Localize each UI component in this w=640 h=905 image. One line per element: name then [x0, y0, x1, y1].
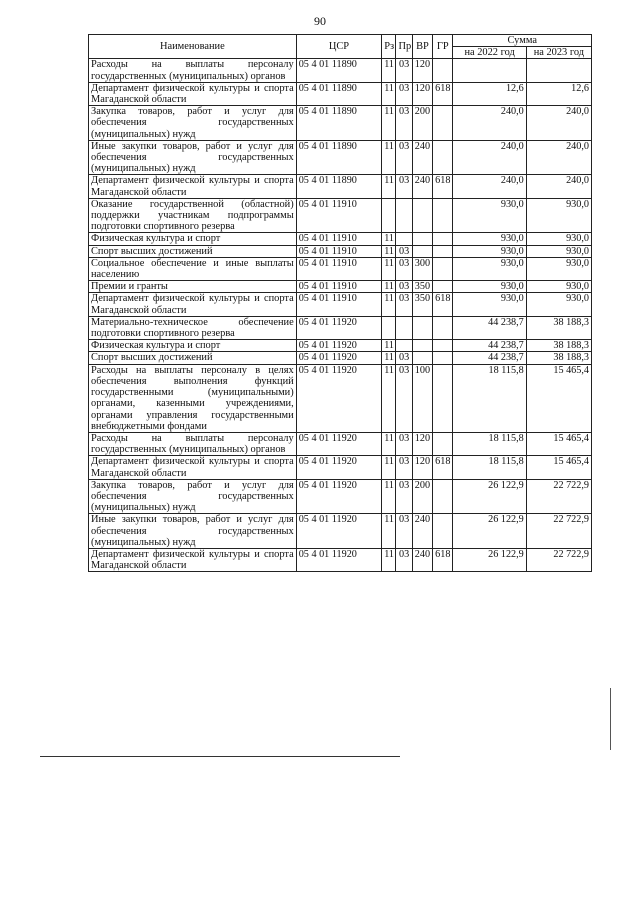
cell-pr: 03: [396, 140, 412, 175]
cell-csr: 05 4 01 11890: [296, 175, 382, 198]
cell-sum-2022: 240,0: [453, 140, 526, 175]
header-vr: ВР: [412, 35, 432, 59]
cell-name: Премии и гранты: [89, 281, 297, 293]
cell-name: Расходы на выплаты персоналу государственных (муниципальных) органов: [89, 432, 297, 455]
table-header-row: [89, 35, 592, 47]
cell-sum-2022: 930,0: [453, 198, 526, 233]
cell-pr: 03: [396, 364, 412, 432]
cell-sum-2023: 22 722,9: [526, 548, 591, 571]
table-row: [89, 364, 592, 432]
cell-vr: 300: [412, 257, 432, 280]
header-year-2022: на 2022 год: [453, 47, 526, 59]
cell-rz: 11: [382, 82, 396, 105]
table-row: [89, 316, 592, 339]
cell-sum-2022: 12,6: [453, 82, 526, 105]
cell-vr: 120: [412, 59, 432, 82]
cell-gr: 618: [433, 456, 453, 479]
header-rz: Рз: [382, 35, 396, 59]
cell-csr: 05 4 01 11890: [296, 59, 382, 82]
cell-csr: 05 4 01 11920: [296, 352, 382, 364]
cell-name: Спорт высших достижений: [89, 245, 297, 257]
table-row: [89, 140, 592, 175]
cell-rz: 11: [382, 245, 396, 257]
table-row: [89, 175, 592, 198]
cell-vr: 350: [412, 293, 432, 316]
cell-gr: [433, 364, 453, 432]
cell-sum-2022: 26 122,9: [453, 514, 526, 549]
cell-gr: [433, 140, 453, 175]
cell-rz: 11: [382, 233, 396, 245]
cell-sum-2023: 930,0: [526, 198, 591, 233]
cell-pr: 03: [396, 106, 412, 141]
page-number: 90: [314, 14, 326, 28]
cell-gr: [433, 106, 453, 141]
cell-vr: 100: [412, 364, 432, 432]
scan-edge-mark: [610, 688, 611, 750]
cell-sum-2023: 38 188,3: [526, 316, 591, 339]
cell-sum-2022: 18 115,8: [453, 432, 526, 455]
cell-pr: [396, 198, 412, 233]
cell-rz: 11: [382, 479, 396, 514]
table-row: [89, 198, 592, 233]
cell-pr: 03: [396, 479, 412, 514]
cell-gr: [433, 198, 453, 233]
cell-pr: 03: [396, 82, 412, 105]
cell-sum-2023: 930,0: [526, 293, 591, 316]
table-row: [89, 257, 592, 280]
cell-gr: [433, 432, 453, 455]
cell-pr: 03: [396, 257, 412, 280]
header-sum: Сумма: [453, 35, 592, 47]
cell-gr: 618: [433, 82, 453, 105]
cell-name: Социальное обеспечение и иные выплаты населению: [89, 257, 297, 280]
cell-csr: 05 4 01 11920: [296, 479, 382, 514]
table-row: [89, 82, 592, 105]
cell-vr: 240: [412, 175, 432, 198]
cell-vr: [412, 198, 432, 233]
table-row: [89, 548, 592, 571]
cell-sum-2023: 930,0: [526, 233, 591, 245]
cell-gr: [433, 340, 453, 352]
cell-name: Иные закупки товаров, работ и услуг для обеспечения государственных (муниципальных) нужд: [89, 514, 297, 549]
cell-name: Закупка товаров, работ и услуг для обеспечения государственных (муниципальных) нужд: [89, 479, 297, 514]
cell-csr: 05 4 01 11910: [296, 293, 382, 316]
cell-csr: 05 4 01 11910: [296, 281, 382, 293]
cell-sum-2022: 44 238,7: [453, 352, 526, 364]
cell-vr: 120: [412, 456, 432, 479]
cell-vr: 120: [412, 82, 432, 105]
cell-csr: 05 4 01 11920: [296, 514, 382, 549]
cell-sum-2023: 930,0: [526, 281, 591, 293]
cell-rz: 11: [382, 293, 396, 316]
cell-vr: [412, 340, 432, 352]
budget-table: [88, 34, 592, 572]
cell-gr: [433, 245, 453, 257]
cell-sum-2022: 240,0: [453, 175, 526, 198]
cell-name: Физическая культура и спорт: [89, 340, 297, 352]
cell-sum-2022: 930,0: [453, 257, 526, 280]
cell-vr: 200: [412, 479, 432, 514]
cell-csr: 05 4 01 11920: [296, 364, 382, 432]
header-pr: Пр: [396, 35, 412, 59]
cell-vr: 240: [412, 514, 432, 549]
cell-name: Департамент физической культуры и спорта Магаданской области: [89, 293, 297, 316]
cell-csr: 05 4 01 11920: [296, 340, 382, 352]
cell-csr: 05 4 01 11890: [296, 82, 382, 105]
cell-sum-2022: 18 115,8: [453, 364, 526, 432]
cell-rz: 11: [382, 140, 396, 175]
cell-name: Департамент физической культуры и спорта Магаданской области: [89, 456, 297, 479]
cell-csr: 05 4 01 11910: [296, 245, 382, 257]
cell-sum-2022: 26 122,9: [453, 548, 526, 571]
cell-sum-2023: 240,0: [526, 106, 591, 141]
cell-sum-2023: 15 465,4: [526, 456, 591, 479]
cell-vr: 200: [412, 106, 432, 141]
table-row: [89, 281, 592, 293]
cell-rz: 11: [382, 175, 396, 198]
cell-gr: [433, 514, 453, 549]
cell-sum-2023: 240,0: [526, 175, 591, 198]
cell-rz: 11: [382, 456, 396, 479]
cell-name: Расходы на выплаты персоналу в целях обеспечения выполнения функций государственными (муниципальными) органами, казенными учреждениями, органами управления государственными внебюджетными фондами: [89, 364, 297, 432]
cell-gr: [433, 479, 453, 514]
cell-sum-2023: 22 722,9: [526, 479, 591, 514]
cell-name: Закупка товаров, работ и услуг для обеспечения государственных (муниципальных) нужд: [89, 106, 297, 141]
cell-sum-2023: 930,0: [526, 245, 591, 257]
table-row: [89, 340, 592, 352]
cell-pr: [396, 316, 412, 339]
cell-gr: [433, 257, 453, 280]
cell-gr: 618: [433, 293, 453, 316]
cell-name: Департамент физической культуры и спорта Магаданской области: [89, 82, 297, 105]
cell-csr: 05 4 01 11890: [296, 140, 382, 175]
cell-sum-2023: 15 465,4: [526, 432, 591, 455]
table-body: [89, 59, 592, 572]
cell-pr: 03: [396, 175, 412, 198]
cell-vr: [412, 245, 432, 257]
cell-rz: 11: [382, 340, 396, 352]
cell-csr: 05 4 01 11920: [296, 456, 382, 479]
table-row: [89, 233, 592, 245]
cell-vr: [412, 233, 432, 245]
cell-name: Физическая культура и спорт: [89, 233, 297, 245]
cell-name: Спорт высших достижений: [89, 352, 297, 364]
cell-pr: 03: [396, 456, 412, 479]
header-gr: ГР: [433, 35, 453, 59]
cell-gr: [433, 233, 453, 245]
cell-pr: [396, 340, 412, 352]
cell-sum-2023: 38 188,3: [526, 352, 591, 364]
cell-sum-2022: 240,0: [453, 106, 526, 141]
cell-sum-2022: 18 115,8: [453, 456, 526, 479]
cell-sum-2022: 930,0: [453, 281, 526, 293]
cell-csr: 05 4 01 11910: [296, 257, 382, 280]
cell-sum-2023: 12,6: [526, 82, 591, 105]
cell-pr: 03: [396, 432, 412, 455]
cell-vr: [412, 352, 432, 364]
table-row: [89, 514, 592, 549]
cell-sum-2023: 930,0: [526, 257, 591, 280]
cell-csr: 05 4 01 11920: [296, 432, 382, 455]
cell-sum-2023: [526, 59, 591, 82]
cell-sum-2022: 44 238,7: [453, 340, 526, 352]
cell-gr: [433, 59, 453, 82]
cell-gr: 618: [433, 175, 453, 198]
cell-rz: [382, 316, 396, 339]
cell-name: Департамент физической культуры и спорта Магаданской области: [89, 175, 297, 198]
cell-sum-2022: 930,0: [453, 293, 526, 316]
header-year-2023: на 2023 год: [526, 47, 591, 59]
cell-pr: 03: [396, 548, 412, 571]
cell-sum-2022: 26 122,9: [453, 479, 526, 514]
cell-rz: 11: [382, 257, 396, 280]
cell-sum-2023: 15 465,4: [526, 364, 591, 432]
table-row: [89, 245, 592, 257]
cell-name: Материально-техническое обеспечение подготовки спортивного резерва: [89, 316, 297, 339]
cell-gr: [433, 281, 453, 293]
cell-sum-2023: 38 188,3: [526, 340, 591, 352]
cell-vr: [412, 316, 432, 339]
cell-pr: 03: [396, 245, 412, 257]
cell-rz: 11: [382, 352, 396, 364]
footer-rule: [40, 756, 400, 757]
cell-name: Иные закупки товаров, работ и услуг для обеспечения государственных (муниципальных) нужд: [89, 140, 297, 175]
table-row: [89, 106, 592, 141]
cell-rz: 11: [382, 514, 396, 549]
cell-gr: 618: [433, 548, 453, 571]
table-row: [89, 456, 592, 479]
cell-csr: 05 4 01 11920: [296, 548, 382, 571]
cell-csr: 05 4 01 11910: [296, 233, 382, 245]
cell-sum-2022: 44 238,7: [453, 316, 526, 339]
cell-gr: [433, 352, 453, 364]
cell-sum-2022: 930,0: [453, 233, 526, 245]
cell-rz: [382, 198, 396, 233]
table-row: [89, 479, 592, 514]
cell-csr: 05 4 01 11910: [296, 198, 382, 233]
table-row: [89, 293, 592, 316]
cell-name: Расходы на выплаты персоналу государственных (муниципальных) органов: [89, 59, 297, 82]
cell-rz: 11: [382, 106, 396, 141]
cell-csr: 05 4 01 11920: [296, 316, 382, 339]
cell-pr: 03: [396, 514, 412, 549]
cell-rz: 11: [382, 281, 396, 293]
cell-rz: 11: [382, 548, 396, 571]
cell-vr: 240: [412, 140, 432, 175]
cell-sum-2023: 22 722,9: [526, 514, 591, 549]
cell-pr: 03: [396, 352, 412, 364]
cell-name: Департамент физической культуры и спорта Магаданской области: [89, 548, 297, 571]
cell-vr: 350: [412, 281, 432, 293]
cell-vr: 120: [412, 432, 432, 455]
cell-csr: 05 4 01 11890: [296, 106, 382, 141]
table-row: [89, 59, 592, 82]
cell-vr: 240: [412, 548, 432, 571]
table-row: [89, 432, 592, 455]
cell-pr: 03: [396, 281, 412, 293]
cell-gr: [433, 316, 453, 339]
header-csr: ЦСР: [296, 35, 382, 59]
cell-rz: 11: [382, 59, 396, 82]
cell-rz: 11: [382, 432, 396, 455]
cell-pr: 03: [396, 293, 412, 316]
table-row: [89, 352, 592, 364]
cell-rz: 11: [382, 364, 396, 432]
cell-pr: 03: [396, 59, 412, 82]
cell-sum-2022: [453, 59, 526, 82]
cell-sum-2022: 930,0: [453, 245, 526, 257]
header-name: Наименование: [89, 35, 297, 59]
cell-name: Оказание государственной (областной) поддержки участникам подпрограммы подготовки спортивного резерва: [89, 198, 297, 233]
cell-pr: [396, 233, 412, 245]
cell-sum-2023: 240,0: [526, 140, 591, 175]
